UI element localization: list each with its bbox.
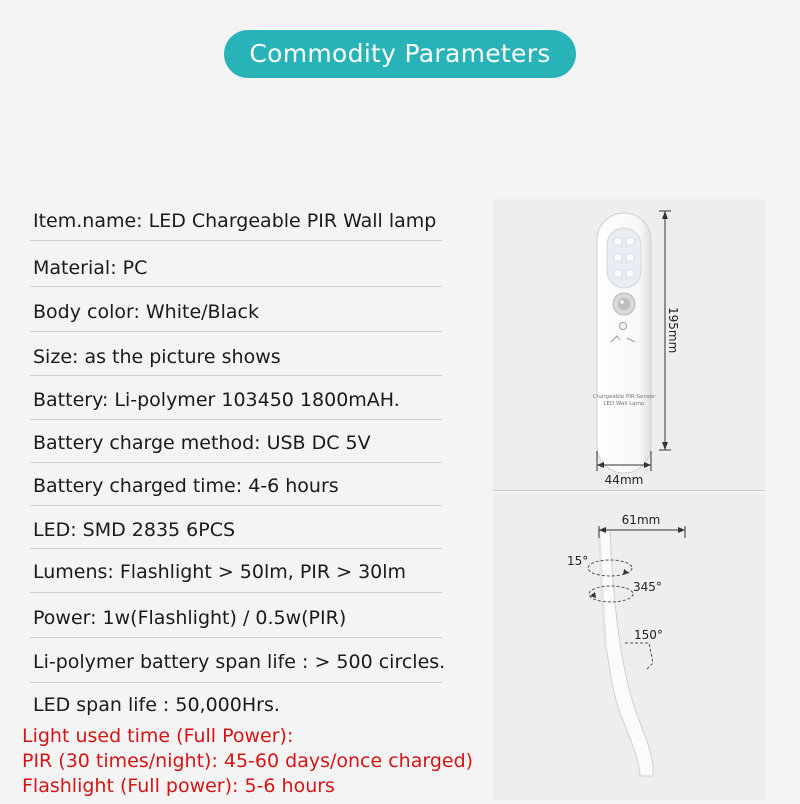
- divider: [30, 637, 442, 638]
- angle-150-label: 150°: [634, 628, 663, 642]
- divider: [30, 548, 442, 549]
- angle-345-label: 345°: [633, 580, 662, 594]
- product-side-panel: [493, 493, 765, 800]
- divider: [30, 462, 442, 463]
- led-window: [607, 228, 641, 288]
- spec-size: Size: as the picture shows: [33, 346, 281, 368]
- height-label: 195mm: [666, 307, 680, 354]
- spec-material: Material: PC: [33, 257, 148, 279]
- bend-angle-guide: [625, 643, 653, 669]
- divider: [30, 375, 442, 376]
- product-front-panel: [493, 199, 765, 491]
- angle-15-label: 15°: [567, 554, 589, 568]
- product-side-illustration: [493, 493, 765, 800]
- note-pir-time: PIR (30 times/night): 45-60 days/once charged): [22, 750, 474, 772]
- product-front-illustration: [493, 199, 765, 490]
- lamp-label-line1: Chargeable PIR Sensor: [592, 394, 656, 400]
- lamp-side-body: [599, 530, 653, 776]
- note-usage-title: Light used time (Full Power):: [22, 725, 294, 747]
- spec-battery: Battery: Li-polymer 103450 1800mAH.: [33, 389, 400, 411]
- note-flashlight-time: Flashlight (Full power): 5-6 hours: [22, 775, 335, 797]
- spec-item-name: Item.name: LED Chargeable PIR Wall lamp: [33, 210, 437, 232]
- spec-charged-time: Battery charged time: 4-6 hours: [33, 475, 339, 497]
- depth-dimension: [599, 526, 685, 538]
- spec-led: LED: SMD 2835 6PCS: [33, 519, 236, 541]
- divider: [30, 682, 442, 683]
- divider: [30, 240, 442, 241]
- divider: [30, 505, 442, 506]
- lamp-label-line2: LED Wall Lamp: [603, 401, 645, 407]
- spec-charge-method: Battery charge method: USB DC 5V: [33, 432, 371, 454]
- divider: [30, 419, 442, 420]
- spec-power: Power: 1w(Flashlight) / 0.5w(PIR): [33, 607, 347, 629]
- spec-lumens: Lumens: Flashlight > 50lm, PIR > 30lm: [33, 561, 407, 583]
- spec-led-life: LED span life : 50,000Hrs.: [33, 694, 280, 716]
- page-title: Commodity Parameters: [224, 30, 576, 78]
- depth-label: 61mm: [621, 513, 661, 527]
- width-label: 44mm: [604, 473, 644, 487]
- spec-body-color: Body color: White/Black: [33, 301, 259, 323]
- divider: [30, 286, 442, 287]
- divider: [30, 331, 442, 332]
- spec-battery-life: Li-polymer battery span life : > 500 circles.: [33, 651, 446, 673]
- divider: [30, 592, 442, 593]
